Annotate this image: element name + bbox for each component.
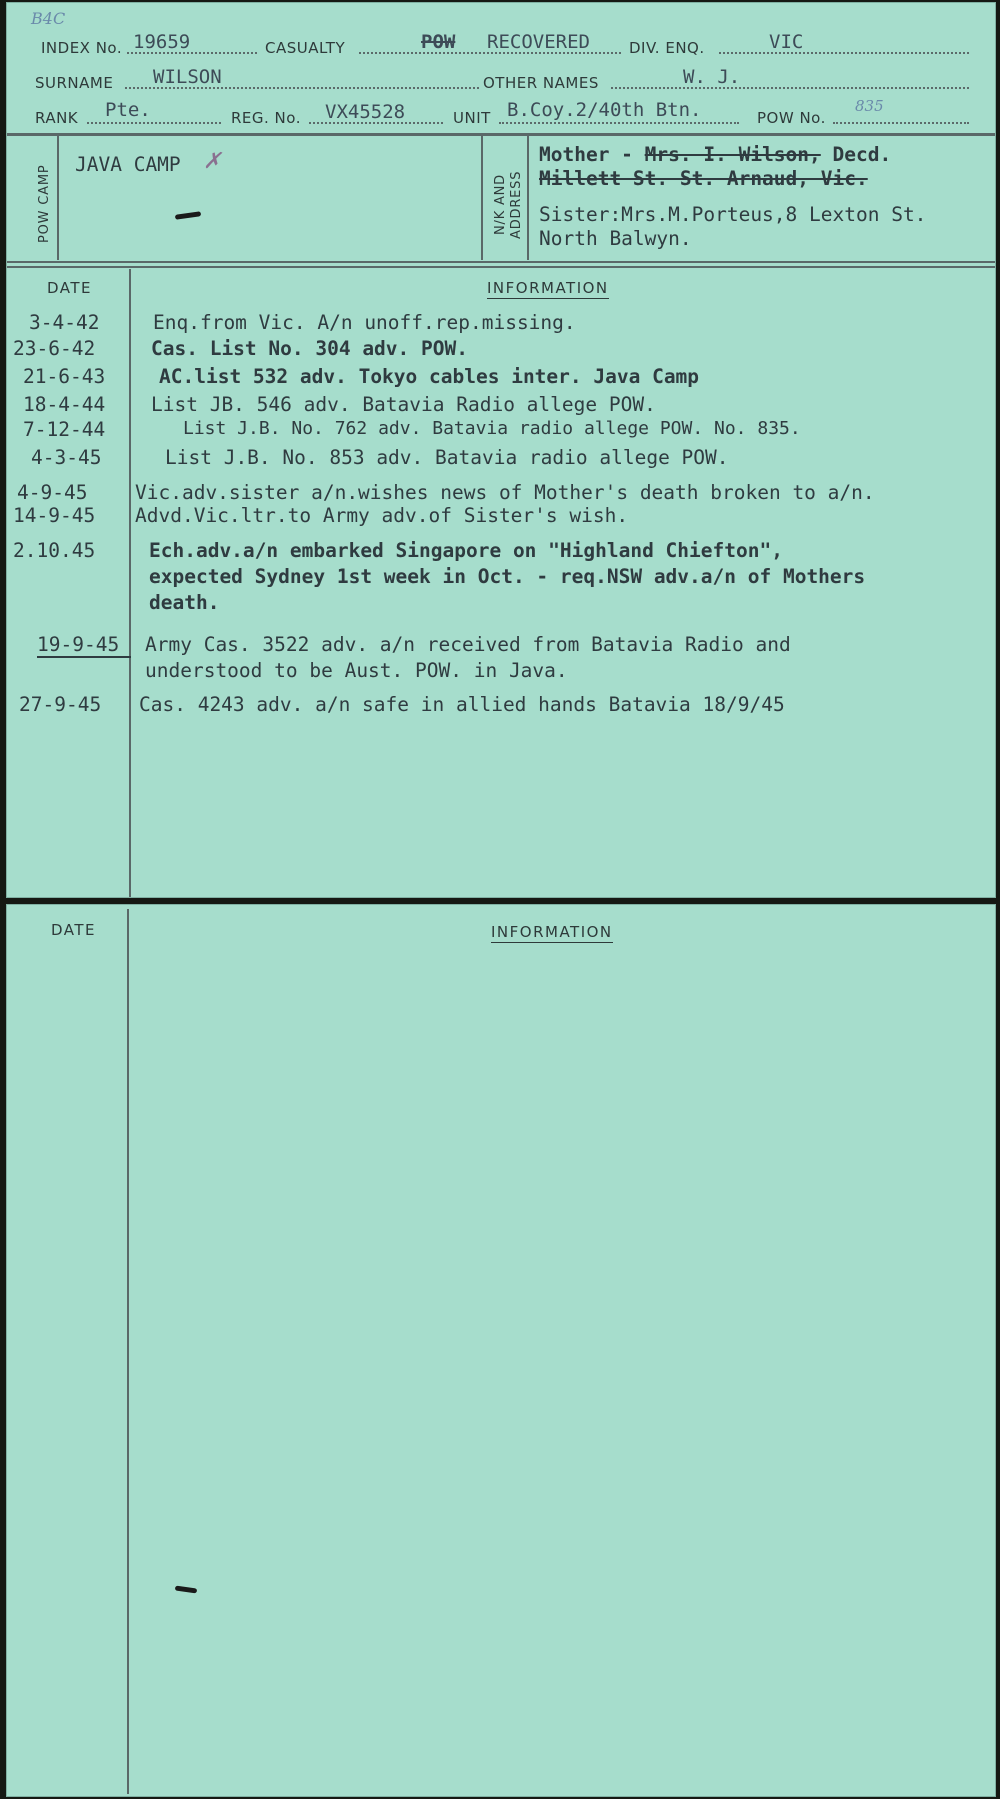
- unit-value: B.Coy.2/40th Btn.: [507, 99, 702, 121]
- other-names-dotted-line: [611, 87, 969, 89]
- surname-dotted-line: [125, 87, 479, 89]
- other-names-value: W. J.: [683, 66, 741, 88]
- entry-text-line: List JB. 546 adv. Batavia Radio allege POW.: [151, 393, 656, 416]
- nok-line-1-suffix: Decd.: [820, 143, 892, 166]
- entry-text-line: List J.B. No. 853 adv. Batavia radio allege POW.: [165, 446, 729, 469]
- entry-text-line: Vic.adv.sister a/n.wishes news of Mother's death broken to a/n.: [135, 481, 875, 504]
- entry-date: 2.10.45: [13, 539, 96, 562]
- date-column-header: DATE: [47, 279, 93, 297]
- reg-no-value: VX45528: [325, 101, 406, 123]
- nok-left-divider: [481, 136, 483, 260]
- header-separator: [7, 133, 996, 136]
- entry-date: 27-9-45: [19, 693, 102, 716]
- card-back: [6, 904, 996, 1797]
- nok-label-line2: ADDRESS: [509, 170, 524, 239]
- camp-pencil-mark: [175, 211, 201, 220]
- info-separator-top: [7, 261, 996, 263]
- div-enq-value: VIC: [769, 31, 804, 53]
- div-enq-label: DIV. ENQ.: [629, 39, 705, 57]
- pow-no-value: 835: [855, 97, 884, 115]
- entry-date: 19-9-45: [37, 633, 131, 658]
- surname-value: WILSON: [153, 66, 222, 88]
- entry-text-line: Advd.Vic.ltr.to Army adv.of Sister's wish.: [135, 504, 629, 527]
- div-dotted-line: [719, 52, 969, 54]
- entry-date: 3-4-42: [29, 311, 100, 334]
- index-label: INDEX No.: [41, 39, 123, 57]
- nok-line-1-struck: Mrs. I. Wilson,: [644, 143, 821, 166]
- nok-line-4: North Balwyn.: [539, 227, 692, 250]
- corner-handwritten-mark: B4C: [31, 9, 66, 28]
- entry-text-line: understood to be Aust. POW. in Java.: [145, 659, 568, 682]
- back-date-column-header: DATE: [51, 921, 97, 939]
- pow-no-label: POW No.: [757, 109, 826, 127]
- rank-dotted-line: [87, 122, 221, 124]
- entry-text-line: Cas. List No. 304 adv. POW.: [151, 337, 468, 360]
- rank-label: RANK: [35, 109, 79, 127]
- nok-line-1-prefix: Mother -: [539, 143, 645, 166]
- reg-dotted-line: [309, 122, 443, 124]
- nok-line-2: Millett St. St. Arnaud, Vic.: [539, 167, 868, 190]
- entry-text-line: Army Cas. 3522 adv. a/n received from Batavia Radio and: [145, 633, 791, 656]
- camp-divider: [57, 136, 59, 260]
- entry-text-line: expected Sydney 1st week in Oct. - req.NSW adv.a/n of Mothers: [149, 565, 866, 588]
- entry-date: 7-12-44: [23, 418, 106, 441]
- pow-no-dotted-line: [833, 122, 969, 124]
- entry-text-line: Enq.from Vic. A/n unoff.rep.missing.: [153, 311, 576, 334]
- entry-date: 4-9-45: [17, 481, 88, 504]
- entry-text-line: Cas. 4243 adv. a/n safe in allied hands Batavia 18/9/45: [139, 693, 785, 716]
- reg-no-label: REG. No.: [231, 109, 301, 127]
- entry-date: 14-9-45: [13, 504, 96, 527]
- nok-line-3: Sister:Mrs.M.Porteus,8 Lexton St.: [539, 203, 927, 226]
- information-column-header: INFORMATION: [487, 279, 609, 297]
- pow-camp-value: JAVA CAMP: [75, 153, 181, 176]
- nok-label-line1: N/K AND: [493, 174, 508, 235]
- entry-text-line: AC.list 532 adv. Tokyo cables inter. Java Camp: [159, 365, 700, 388]
- entry-date: 4-3-45: [31, 446, 102, 469]
- nok-line-1: [539, 143, 891, 166]
- entry-text-line: Ech.adv.a/n embarked Singapore on "Highland Chiefton",: [149, 539, 783, 562]
- back-pencil-mark: [175, 1585, 197, 1593]
- nok-right-divider: [527, 136, 529, 260]
- entry-text-line: death.: [149, 591, 220, 614]
- casualty-struck-value: POW: [421, 31, 456, 53]
- casualty-value: RECOVERED: [487, 31, 590, 53]
- surname-label: SURNAME: [35, 74, 114, 92]
- entry-text-line: List J.B. No. 762 adv. Batavia radio allege POW. No. 835.: [183, 418, 801, 439]
- back-date-column-divider: [127, 909, 129, 1794]
- pow-camp-label: POW CAMP: [37, 164, 52, 243]
- info-separator-bottom: [7, 266, 996, 268]
- casualty-label: CASUALTY: [265, 39, 346, 57]
- entry-date: 21-6-43: [23, 365, 106, 388]
- date-column-divider: [129, 269, 131, 898]
- unit-dotted-line: [499, 122, 739, 124]
- unit-label: UNIT: [453, 109, 491, 127]
- index-dotted-line: [127, 52, 257, 54]
- card-front: [6, 2, 996, 898]
- index-value: 19659: [133, 31, 191, 53]
- back-information-column-header: INFORMATION: [491, 923, 613, 941]
- entry-date: 18-4-44: [23, 393, 106, 416]
- other-names-label: OTHER NAMES: [483, 74, 599, 92]
- camp-check-mark: ✗: [203, 149, 222, 174]
- entry-date: 23-6-42: [13, 337, 96, 360]
- rank-value: Pte.: [105, 99, 151, 121]
- casualty-dotted-line: [359, 52, 621, 54]
